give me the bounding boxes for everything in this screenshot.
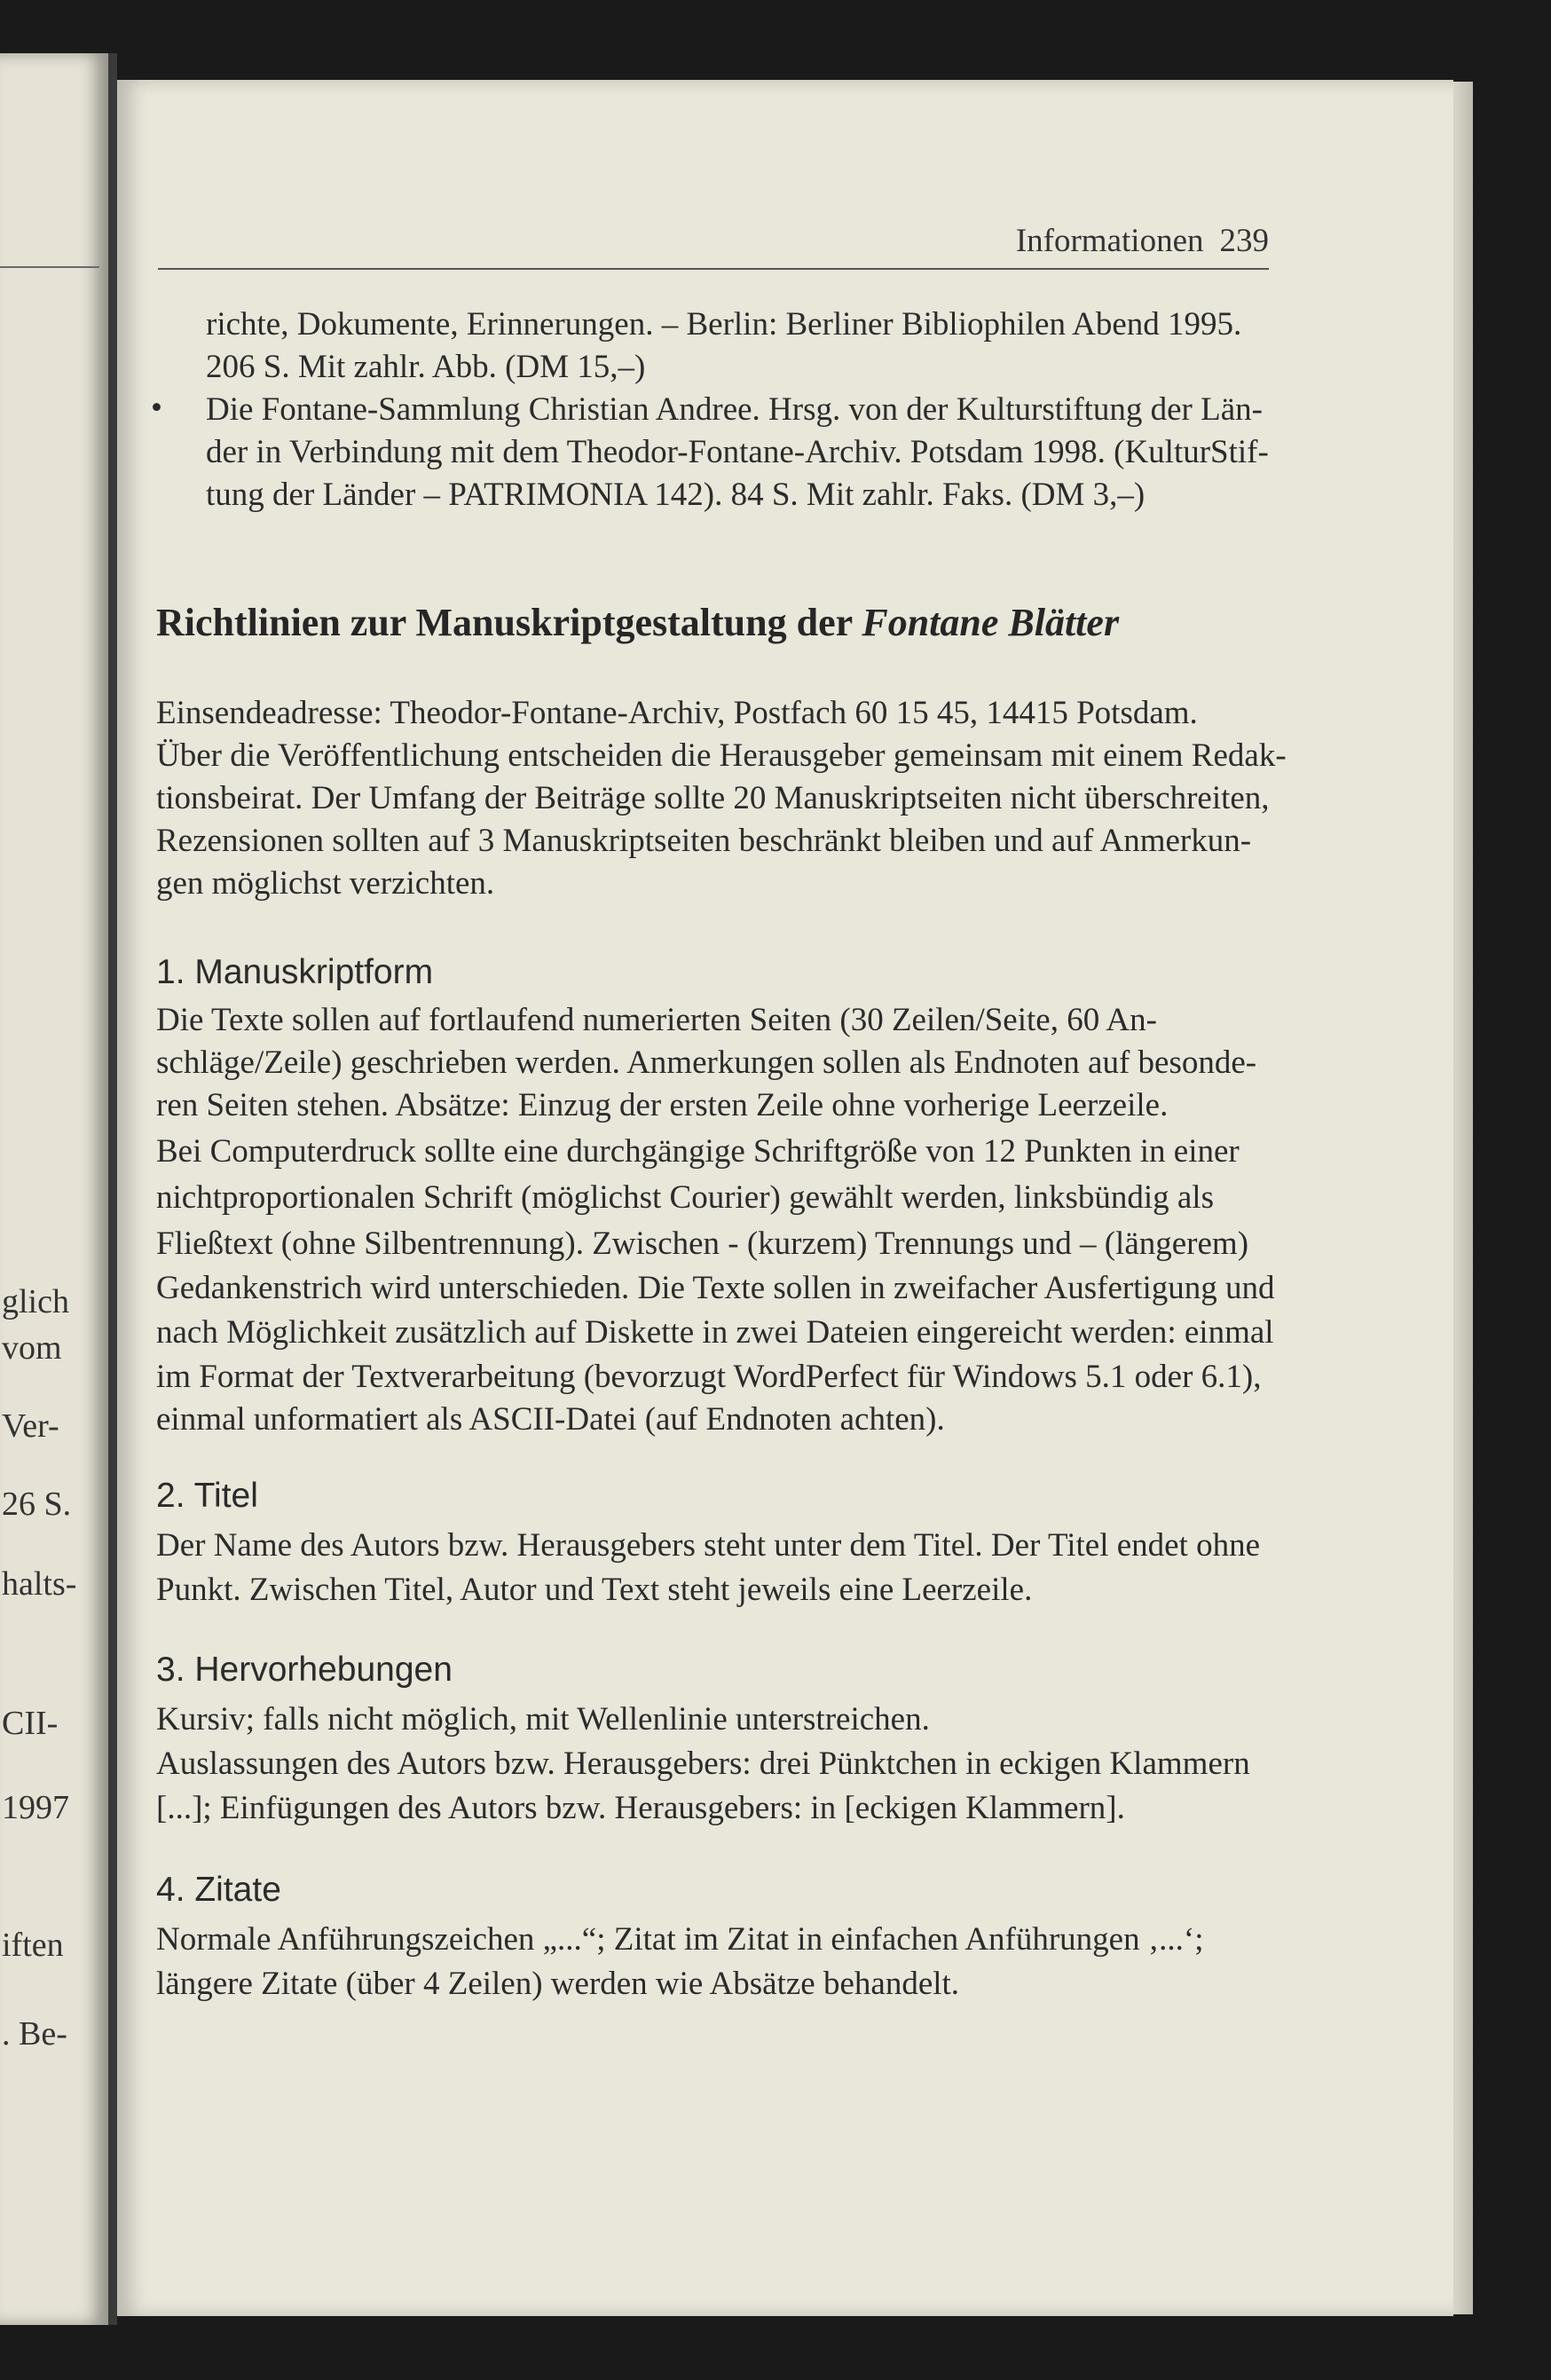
left-fragment-text: 1997 [2,1789,69,1826]
section-heading: 3. Hervorhebungen [156,1651,453,1689]
bibliography-line: 206 S. Mit zahlr. Abb. (DM 15,–) [206,349,646,385]
left-fragment-text: CII- [2,1705,59,1742]
section-line: nach Möglichkeit zusätzlich auf Diskette in zwei Dateien eingereicht werden: einmal [156,1314,1274,1351]
left-fragment-text: 26 S. [2,1486,72,1523]
left-fragment-text: . Be- [2,2015,67,2053]
section-line: Normale Anführungszeichen „...“; Zitat im Zitat in einfachen Anführungen ‚...‘; [156,1921,1204,1958]
section-line: Punkt. Zwischen Titel, Autor und Text steht jeweils eine Leerzeile. [156,1572,1033,1608]
left-page-fragment [0,53,108,2325]
section-line: [...]; Einfügungen des Autors bzw. Herausgebers: in [eckigen Klammern]. [156,1790,1125,1826]
section-heading: 4. Zitate [156,1871,281,1909]
article-title-italic: Fontane Blätter [862,601,1120,644]
section-heading: 1. Manuskriptform [156,953,434,991]
book-gutter [108,53,117,2325]
article-title [156,600,1119,645]
section-line: im Format der Textverarbeitung (bevorzugt WordPerfect für Windows 5.1 oder 6.1), [156,1359,1262,1395]
section-line: nichtproportionalen Schrift (möglichst Courier) gewählt werden, linksbündig als [156,1179,1214,1216]
header-rule [158,268,1269,270]
running-header [1016,222,1269,260]
left-fragment-text: iften [2,1927,64,1964]
bullet-marker: • [151,390,162,426]
section-line: Kursiv; falls nicht möglich, mit Wellenlinie unterstreichen. [156,1701,930,1738]
intro-line: tionsbeirat. Der Umfang der Beiträge sollte 20 Manuskriptseiten nicht überschreiten, [156,780,1270,816]
intro-line: Rezensionen sollten auf 3 Manuskriptseiten beschränkt bleiben und auf Anmerkun- [156,823,1252,859]
page-number: 239 [1219,223,1269,259]
section-line: Fließtext (ohne Silbentrennung). Zwischen - (kurzem) Trennungs und – (längerem) [156,1225,1249,1262]
intro-line: Über die Veröffentlichung entscheiden die Herausgeber gemeinsam mit einem Redak- [156,737,1287,774]
left-fragment-text: halts- [2,1565,77,1603]
section-line: Gedankenstrich wird unterschieden. Die Texte sollen in zweifacher Ausfertigung und [156,1270,1275,1306]
section-line: schläge/Zeile) geschrieben werden. Anmerkungen sollen als Endnoten auf besonde- [156,1044,1257,1081]
section-heading: 2. Titel [156,1477,258,1515]
left-fragment-text: glich [2,1283,69,1320]
page-edge [1453,82,1473,2314]
section-line: Der Name des Autors bzw. Herausgebers steht unter dem Titel. Der Titel endet ohne [156,1527,1261,1564]
section-line: Auslassungen des Autors bzw. Herausgebers: drei Pünktchen in eckigen Klammern [156,1746,1250,1782]
header-title: Informationen [1015,223,1204,259]
bibliography-line: Die Fontane-Sammlung Christian Andree. Hrsg. von der Kulturstiftung der Län- [206,391,1263,428]
section-line: Bei Computerdruck sollte eine durchgängige Schriftgröße von 12 Punkten in einer [156,1133,1240,1170]
intro-line: Einsendeadresse: Theodor-Fontane-Archiv, Postfach 60 15 45, 14415 Potsdam. [156,695,1198,731]
bibliography-line: der in Verbindung mit dem Theodor-Fontane-Archiv. Potsdam 1998. (KulturStif- [206,434,1269,470]
section-line: längere Zitate (über 4 Zeilen) werden wie Absätze behandelt. [156,1966,960,2002]
section-line: Die Texte sollen auf fortlaufend numerierten Seiten (30 Zeilen/Seite, 60 An- [156,1002,1157,1038]
left-fragment-text: Ver- [2,1407,59,1445]
left-fragment-text: vom [2,1329,62,1367]
bibliography-line: tung der Länder – PATRIMONIA 142). 84 S. Mit zahlr. Faks. (DM 3,–) [206,477,1146,513]
article-title-text: Richtlinien zur Manuskriptgestaltung der [156,601,862,644]
intro-line: gen möglichst verzichten. [156,865,495,902]
bibliography-line: richte, Dokumente, Erinnerungen. – Berlin: Berliner Bibliophilen Abend 1995. [206,306,1242,343]
section-line: einmal unformatiert als ASCII-Datei (auf Endnoten achten). [156,1401,945,1438]
left-page-rule [0,266,99,268]
section-line: ren Seiten stehen. Absätze: Einzug der ersten Zeile ohne vorherige Leerzeile. [156,1087,1169,1123]
